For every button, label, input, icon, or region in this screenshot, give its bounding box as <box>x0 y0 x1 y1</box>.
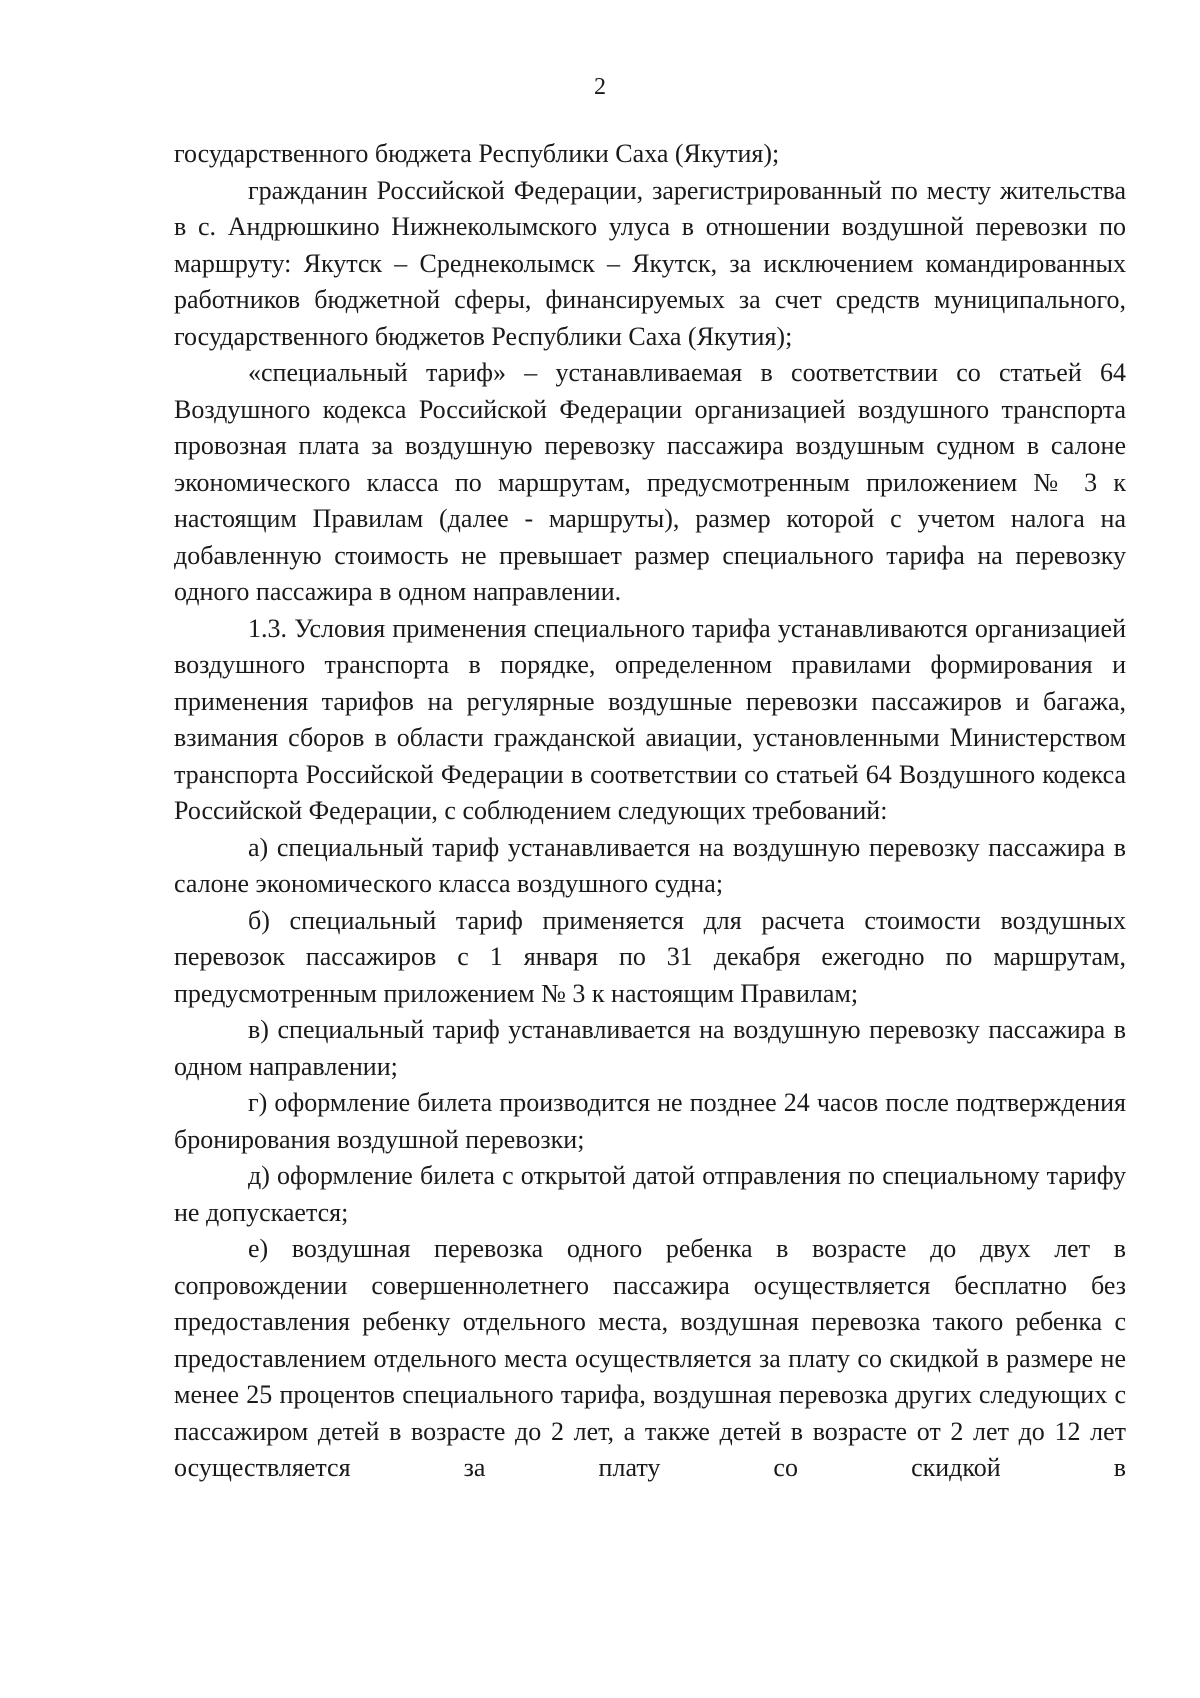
paragraph: гражданин Российской Федерации, зарегистрированный по месту жительства в с. Андрюшкино Нижнеколымского улуса в отношении воздушной перевозки по маршруту: Якутск – Среднеколымск – Якутск, за исключением командированных работников бюджетной сферы, финансируемых за счет средств муниципального, государственного бюджетов Республики Саха (Якутия); <box>174 175 1126 351</box>
paragraph: д) оформление билета с открытой датой отправления по специальному тарифу не допускается; <box>174 1161 1126 1227</box>
paragraph: 1.3. Условия применения специального тарифа устанавливаются организацией воздушного транспорта в порядке, определенном правилами формирования и применения тарифов на регулярные воздушные перевозки пассажиров и багажа, взимания сборов в области гражданской авиации, установленными Министерством транспорта Российской Федерации в соответствии со статьей 64 Воздушного кодекса Российской Федерации, с соблюдением следующих требований: <box>174 613 1126 825</box>
paragraph: е) воздушная перевозка одного ребенка в возрасте до двух лет в сопровождении совершеннолетнего пассажира осуществляется бесплатно без предоставления ребенку отдельного места, воздушная перевозка такого ребенка с предоставлением отдельного места осуществляется за плату со скидкой в размере не менее 25 процентов специального тарифа, воздушная перевозка других следующих с пассажиром детей в возрасте до 2 лет, а также детей в возрасте от 2 лет до 12 лет осуществляется за плату со скидкой в <box>174 1234 1126 1482</box>
paragraph: б) специальный тариф применяется для расчета стоимости воздушных перевозок пассажиров с 1 января по 31 декабря ежегодно по маршрутам, предусмотренным приложением № 3 к настоящим Правилам; <box>174 905 1126 1008</box>
paragraph: г) оформление билета производится не позднее 24 часов после подтверждения бронирования воздушной перевозки; <box>174 1088 1126 1154</box>
document-body <box>174 136 1126 1487</box>
page-number: 2 <box>594 74 606 100</box>
paragraph: государственного бюджета Республики Саха (Якутия); <box>174 139 780 168</box>
paragraph: «специальный тариф» – устанавливаемая в соответствии со статьей 64 Воздушного кодекса Российской Федерации организацией воздушного транспорта провозная плата за воздушную перевозку пассажира воздушным судном в салоне экономического класса по маршрутам, предусмотренным приложением № 3 к настоящим Правилам (далее - маршруты), размер которой с учетом налога на добавленную стоимость не превышает размер специального тарифа на перевозку одного пассажира в одном направлении. <box>174 358 1126 606</box>
paragraph: в) специальный тариф устанавливается на воздушную перевозку пассажира в одном направлении; <box>174 1015 1126 1081</box>
paragraph: а) специальный тариф устанавливается на воздушную перевозку пассажира в салоне экономического класса воздушного судна; <box>174 832 1126 898</box>
